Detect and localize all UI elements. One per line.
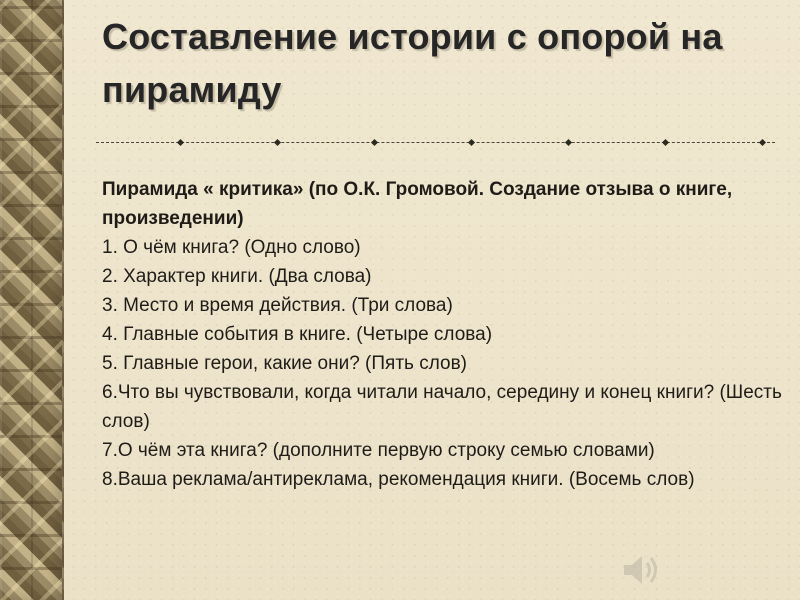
separator-diamond — [177, 139, 184, 146]
separator-diamond — [759, 139, 766, 146]
slide-content — [102, 10, 782, 590]
speaker-icon[interactable] — [619, 551, 659, 589]
pyramid-step-2: 2. Характер книги. (Два слова) — [102, 266, 372, 287]
pyramid-step-4: 4. Главные события в книге. (Четыре слова) — [102, 324, 493, 345]
separator-diamond — [565, 139, 572, 146]
pyramid-step-1: 1. О чём книга? (Одно слово) — [102, 237, 361, 258]
separator-diamond — [371, 139, 378, 146]
slide-title: Составление истории с опорой на пирамиду — [102, 16, 723, 110]
pyramid-step-3: 3. Место и время действия. (Три слова) — [102, 295, 453, 316]
separator-diamond — [468, 139, 475, 146]
separator-diamond — [662, 139, 669, 146]
pyramid-step-6: 6.Что вы чувствовали, когда читали начало, середину и конец книги? (Шесть слов) — [102, 382, 782, 432]
speaker-icon-graphic — [619, 551, 659, 589]
pyramid-step-7: 7.О чём эта книга? (дополните первую строку семью словами) — [102, 440, 655, 461]
decorative-left-border — [0, 0, 64, 600]
pyramid-intro: Пирамида « критика» (по О.К. Громовой. Создание отзыва о книге, произведении) — [102, 179, 733, 229]
pyramid-steps-list — [102, 233, 782, 494]
pyramid-step-5: 5. Главные герои, какие они? (Пять слов) — [102, 353, 467, 374]
decorative-dashed-separator — [96, 142, 775, 151]
separator-diamond — [274, 139, 281, 146]
pyramid-step-8: 8.Ваша реклама/антиреклама, рекомендация книги. (Восемь слов) — [102, 469, 695, 490]
slide-body — [102, 175, 782, 494]
